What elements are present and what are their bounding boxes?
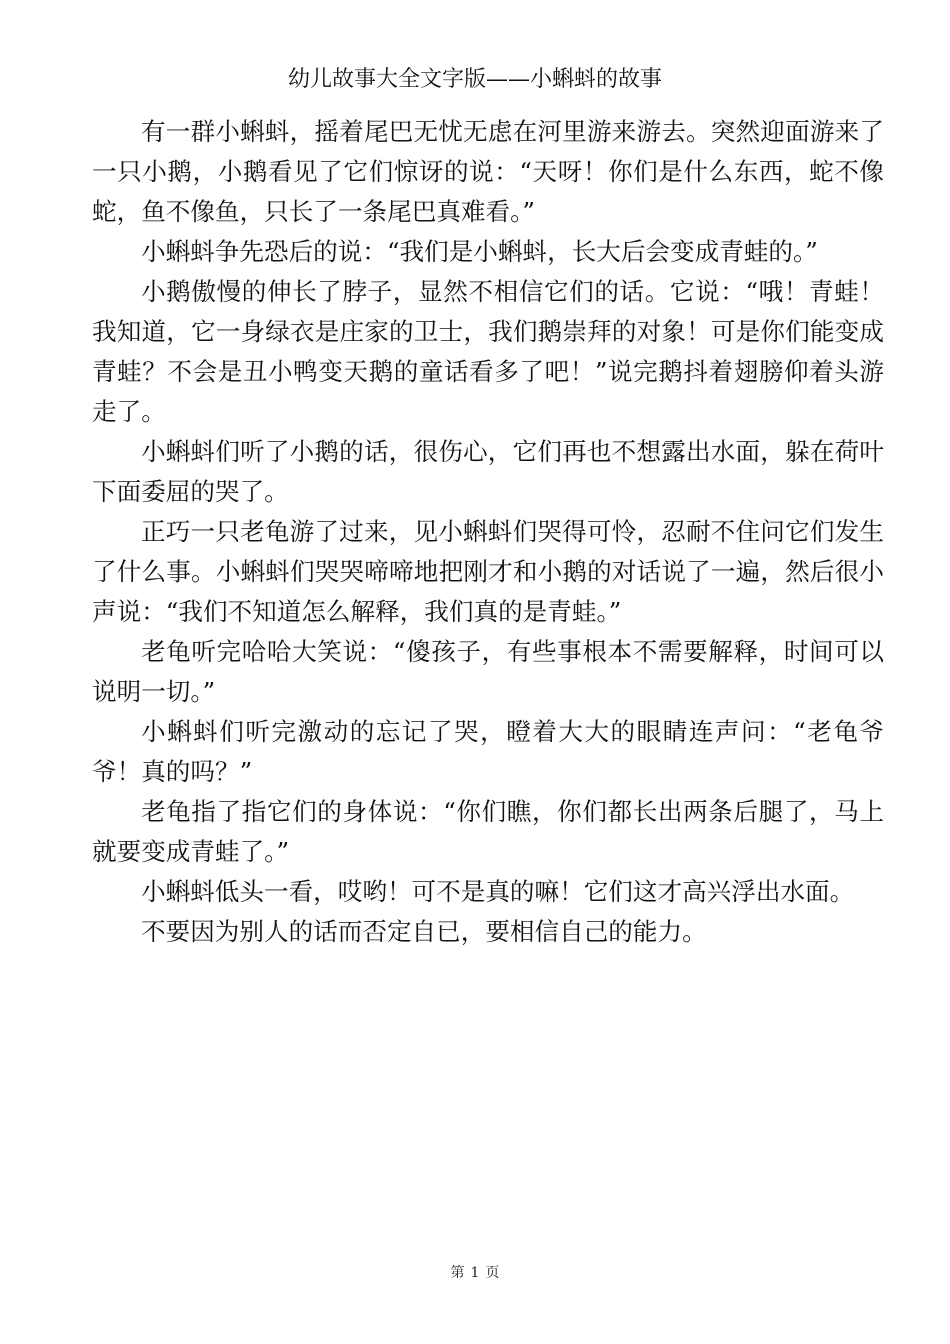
- footer-suffix: 页: [485, 1265, 500, 1281]
- paragraph-8: 老龟指了指它们的身体说：“你们瞧，你们都长出两条后腿了，马上就要变成青蛙了。”: [92, 797, 884, 866]
- paragraph-9: 小蝌蚪低头一看，哎哟！可不是真的嘛！它们这才高兴浮出水面。: [141, 877, 855, 906]
- story-body: [92, 112, 884, 952]
- paragraph-2: 小蝌蚪争先恐后的说：“我们是小蝌蚪，长大后会变成青蛙的。”: [141, 237, 818, 266]
- page-number: 1: [470, 1265, 480, 1281]
- paragraph-6: 老龟听完哈哈大笑说：“傻孩子，有些事根本不需要解释，时间可以说明一切。”: [92, 637, 884, 706]
- page-footer: [0, 1262, 950, 1282]
- paragraph-10: 不要因为别人的话而否定自已，要相信自己的能力。: [141, 917, 707, 946]
- document-title: 幼儿故事大全文字版——小蝌蚪的故事: [287, 67, 662, 92]
- footer-prefix: 第: [450, 1265, 465, 1281]
- paragraph-1: 有一群小蝌蚪，摇着尾巴无忧无虑在河里游来游去。突然迎面游来了一只小鹅，小鹅看见了它们惊讶的说：“天呀！你们是什么东西，蛇不像蛇，鱼不像鱼，只长了一条尾巴真难看。”: [92, 117, 884, 226]
- paragraph-5: 正巧一只老龟游了过来，见小蝌蚪们哭得可怜，忍耐不住问它们发生了什么事。小蝌蚪们哭哭啼啼地把刚才和小鹅的对话说了一遍，然后很小声说：“我们不知道怎么解释，我们真的是青蛙。”: [92, 517, 884, 626]
- paragraph-3: 小鹅傲慢的伸长了脖子，显然不相信它们的话。它说：“哦！青蛙！我知道，它一身绿衣是庄家的卫士，我们鹅崇拜的对象！可是你们能变成青蛙？不会是丑小鸭变天鹅的童话看多了吧！”说完鹅抖着翅膀仰着头游走了。: [92, 277, 884, 426]
- paragraph-7: 小蝌蚪们听完激动的忘记了哭，瞪着大大的眼睛连声问：“老龟爷爷！真的吗？”: [92, 717, 884, 786]
- paragraph-4: 小蝌蚪们听了小鹅的话，很伤心，它们再也不想露出水面，躲在荷叶下面委屈的哭了。: [92, 437, 884, 506]
